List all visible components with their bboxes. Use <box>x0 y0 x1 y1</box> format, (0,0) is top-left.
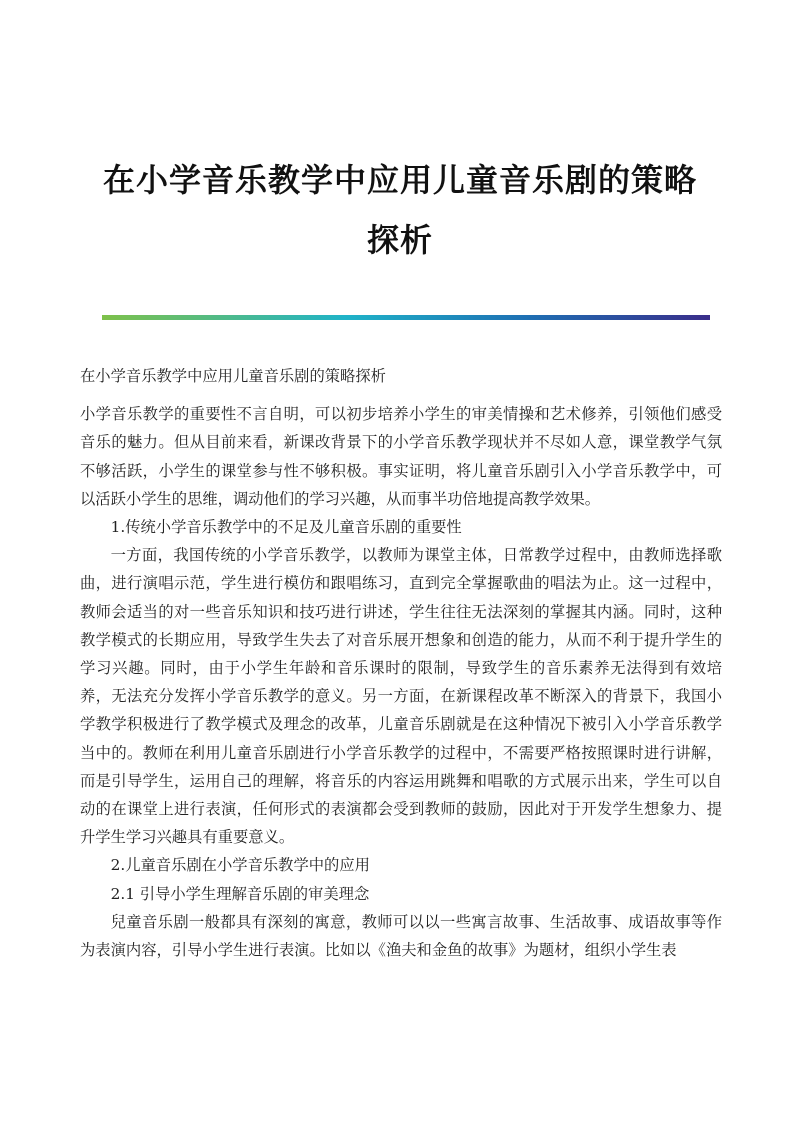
title-divider <box>102 315 710 320</box>
section-heading-2: 2.儿童音乐剧在小学音乐教学中的应用 <box>110 856 370 875</box>
paragraph-intro: 小学音乐教学的重要性不言自明，可以初步培养小学生的审美情操和艺术修养，引领他们感受音乐的魅力。但从目前来看，新课改背景下的小学音乐教学现状并不尽如人意，课堂教学气氛不够活跃，小学生的课堂参与性不够积极。事实证明，将儿童音乐剧引入小学音乐教学中，可以活跃小学生的思维，调动他们的学习兴趣，从而事半功倍地提高教学效果。 <box>80 405 722 508</box>
section-heading-2-1: 2.1 引导小学生理解音乐剧的审美理念 <box>110 884 370 903</box>
paragraph-section-2-1: 兒童音乐剧一般都具有深刻的寓意，教师可以以一些寓言故事、生活故事、成语故事等作为表演内容，引导小学生进行表演。比如以《渔夫和金鱼的故事》为题材，组织小学生表 <box>80 912 722 960</box>
paragraph-section-1: 一方面，我国传统的小学音乐教学，以教师为课堂主体，日常教学过程中，由教师选择歌曲，进行演唱示范，学生进行模仿和跟唱练习，直到完全掌握歌曲的唱法为止。这一过程中，教师会适当的对一些音乐知识和技巧进行讲述，学生往往无法深刻的掌握其内涵。同时，这种教学模式的长期应用，导致学生失去了对音乐展开想象和创造的能力，从而不利于提升学生的学习兴趣。同时，由于小学生年龄和音乐课时的限制，导致学生的音乐素养无法得到有效培养，无法充分发挥小学音乐教学的意义。另一方面，在新课程改革不断深入的背景下，我国小学教学积极进行了教学模式及理念的改革，儿童音乐剧就是在这种情况下被引入小学音乐教学当中的。教师在利用儿童音乐剧进行小学音乐教学的过程中，不需要严格按照课时进行讲解，而是引导学生，运用自己的理解，将音乐的内容运用跳舞和唱歌的方式展示出来，学生可以自动的在课堂上进行表演，任何形式的表演都会受到教师的鼓励，因此对于开发学生想象力、提升学生学习兴趣具有重要意义。 <box>80 546 722 847</box>
document-title: 在小学音乐教学中应用儿童音乐剧的策略探析 <box>102 161 697 259</box>
document-subtitle: 在小学音乐教学中应用儿童音乐剧的策略探析 <box>80 367 386 385</box>
document-body <box>80 362 722 964</box>
section-heading-1: 1.传统小学音乐教学中的不足及儿童音乐剧的重要性 <box>110 518 462 537</box>
